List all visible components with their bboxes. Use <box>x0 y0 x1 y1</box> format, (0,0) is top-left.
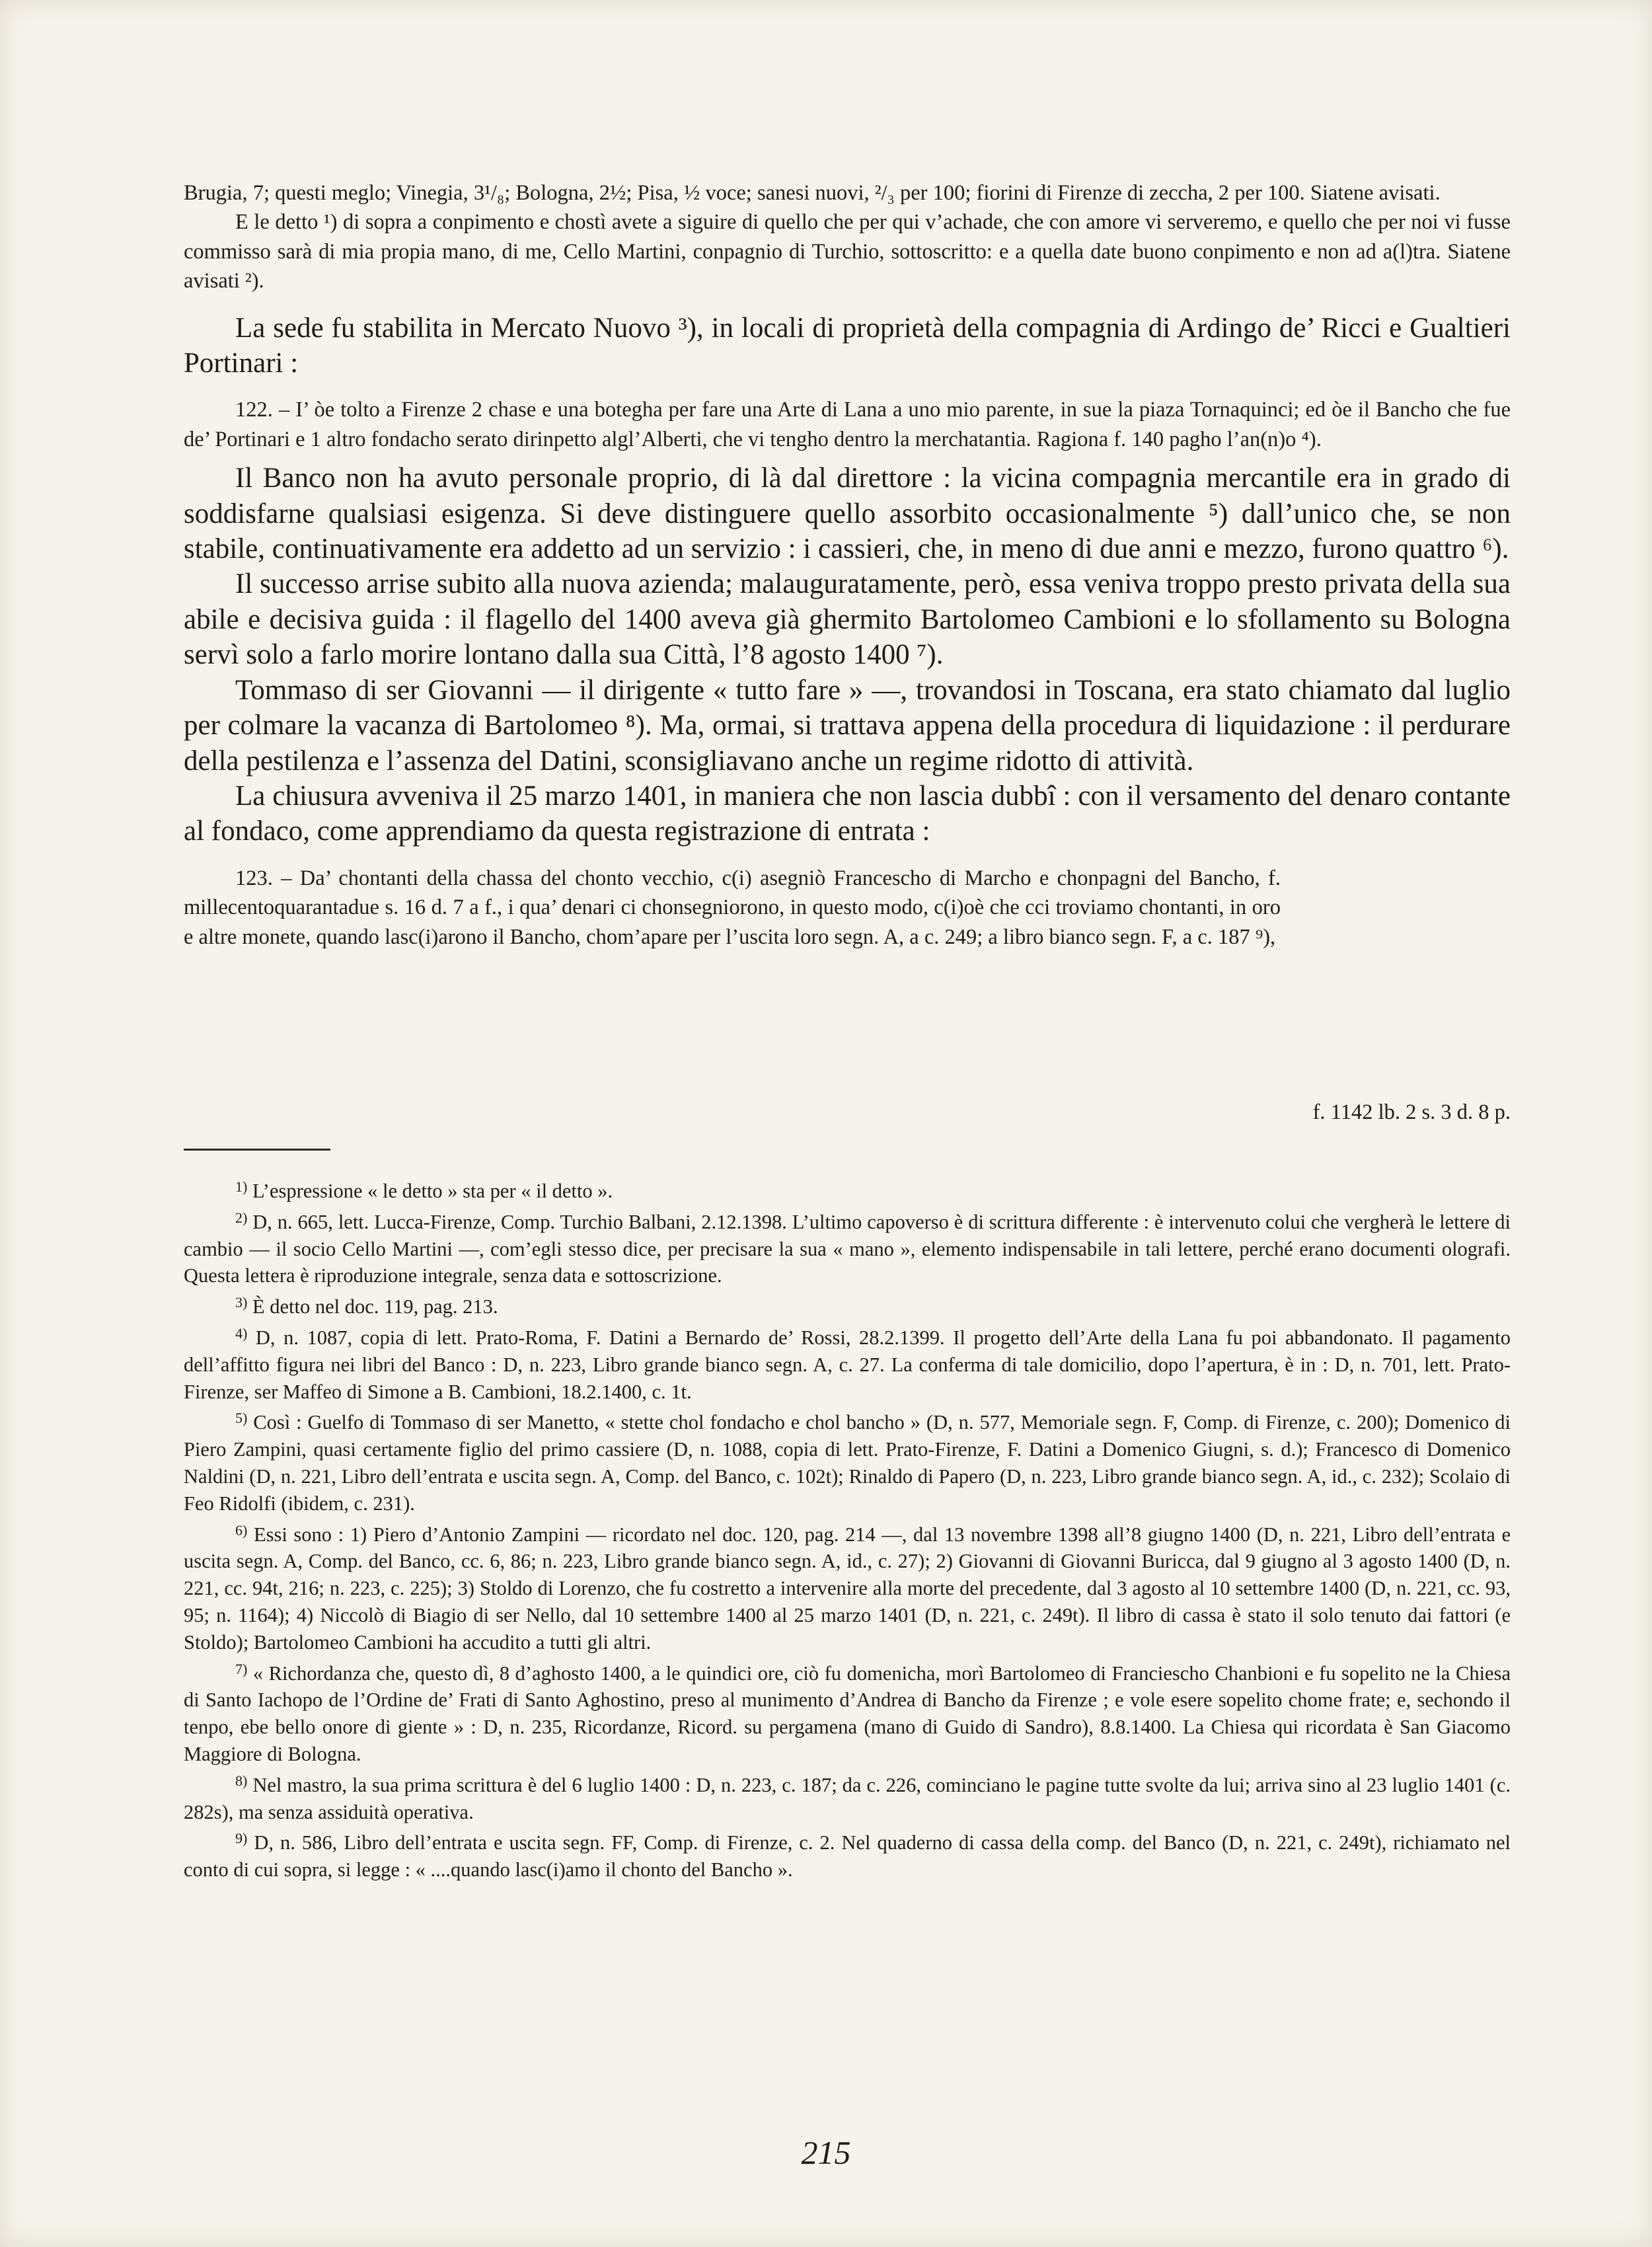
footnote-mark: 1) <box>235 1178 248 1195</box>
paragraph-tommaso: Tommaso di ser Giovanni — il dirigente « tutto fare » —, trovandosi in Toscana, era stato chiamato dal luglio per colmare la vacanza di Bartolomeo ⁸). Ma, ormai, si trattava appena della procedura di liquidazione : il perdurare della pestilenza e l’assenza del Datini, sconsigliavano anche un regime ridotto di attività. <box>184 674 1511 777</box>
footnote-text: Essi sono : 1) Piero d’Antonio Zampini — ricordato nel doc. 120, pag. 214 —, dal 13 novembre 1398 all’8 giugno 1400 (D, n. 221, Libro dell’entrata e uscita segn. A, Comp. del Banco, cc. 6, 86; n. 223, Libro grande bianco segn. A, id., c. 27); 2) Giovanni di Giovanni Buricca, dal 9 giugno al 3 agosto 1400 (D, n. 221, cc. 94t, 216; n. 223, c. 225); 3) Stoldo di Lorenzo, che fu costretto a intervenire alla morte del precedente, dal 3 agosto al 10 settembre 1400 (D, n. 221, cc. 93, 95; n. 1164); 4) Niccolò di Biagio di ser Nello, dal 10 settembre 1400 al 25 marzo 1401 (D, n. 221, c. 249t). Il libro di cassa è stato il solo tenuto dai fattori (e Stoldo); Bartolomeo Cambioni ha accudito a tutti gli altri. <box>184 1523 1511 1654</box>
document-123 <box>184 864 1281 952</box>
footnote-mark: 8) <box>235 1772 248 1789</box>
paragraph-success: Il successo arrise subito alla nuova azienda; malauguratamente, però, essa veniva troppo presto privata della sua abile e decisiva guida : il flagello del 1400 aveva già ghermito Bartolomeo Cambioni e lo sfollamento su Bologna servì solo a farlo morire lontano dalla sua Città, l’8 agosto 1400 ⁷). <box>184 568 1511 671</box>
footnote-mark: 2) <box>235 1209 248 1226</box>
paragraph-letter-closing: E le detto ¹) di sopra a conpimento e chostì avete a siguire di quello che per qui v’achade, che con amore vi serveremo, e quello che per noi vi fusse commisso sarà di mia propia mano, di me, Cello Martini, conpagnio di Turchio, sottoscritto: e a quella date buono conpimento e non ad a(l)tra. Siatene avisati ²). <box>184 210 1511 293</box>
footnote-mark: 4) <box>235 1324 248 1342</box>
paragraph-exchange-rates: Brugia, 7; questi meglo; Vinegia, 3¹/₈; Bologna, 2½; Pisa, ½ voce; sanesi nuovi, ²/₃ per 100; fiorini di Firenze di zeccha, 2 per 100. Siatene avisati. <box>184 181 1441 205</box>
footnote-text: È detto nel doc. 119, pag. 213. <box>252 1295 498 1318</box>
footnote-6 <box>184 1517 1511 1656</box>
paragraph-staff: Il Banco non ha avuto personale proprio, di là dal direttore : la vicina compagnia mercantile era in grado di soddisfarne qualsiasi esigenza. Si deve distinguere quello assorbito occasionalmente ⁵) dall’unico che, se non stabile, continuativamente era addetto ad un servizio : i cassieri, che, in meno di due anni e mezzo, furono quattro ⁶). <box>184 463 1511 565</box>
footnote-text: L’espressione « le detto » sta per « il detto ». <box>252 1180 613 1202</box>
footnote-text: « Richordanza che, questo dì, 8 d’aghosto 1400, a le quindici ore, ciò fu domenicha, morì Bartolomeo di Franciescho Chanbioni e fu sopelito ne la Chiesa di Santo Iachopo de l’Ordine de’ Frati di Santo Aghostino, preso al munimento d’Andrea di Bancho da Firenze ; e vole esere sopelito chome frate; e, sechondo il tenpo, ebe bello onore di giente » : D, n. 235, Ricordanze, Ricord. su pergamena (mano di Guido di Sandro), 8.8.1400. La Chiesa qui ricordata è San Giacomo Maggiore di Bologna. <box>184 1661 1511 1765</box>
footnote-rule <box>184 1149 330 1151</box>
main-text <box>184 178 1511 1124</box>
footnote-mark: 9) <box>235 1830 248 1847</box>
footnote-text: D, n. 1087, copia di lett. Prato-Roma, F. Datini a Bernardo de’ Rossi, 28.2.1399. Il progetto dell’Arte della Lana fu poi abbandonato. Il pagamento dell’affitto figura nei libri del Banco : D, n. 223, Libro grande bianco segn. A, c. 27. La conferma di tale domicilio, dopo l’apertura, è in : D, n. 701, lett. Prato-Firenze, ser Maffeo di Simone a B. Cambioni, 18.2.1400, c. 1t. <box>184 1326 1511 1403</box>
page-number: 215 <box>801 2134 851 2171</box>
footnote-mark: 7) <box>235 1660 248 1677</box>
footnote-mark: 5) <box>235 1410 248 1427</box>
footnote-text: D, n. 586, Libro dell’entrata e uscita segn. FF, Comp. di Firenze, c. 2. Nel quaderno di cassa della comp. del Banco (D, n. 221, c. 249t), richiamato nel conto di cui sopra, si legge : « ....quando lasc(i)amo il chonto del Bancho ». <box>184 1831 1511 1882</box>
footnote-7 <box>184 1656 1511 1768</box>
footnote-8 <box>184 1768 1511 1826</box>
document-123-text: 123. – Da’ chontanti della chassa del chonto vecchio, c(i) asegniò Francescho di Marcho e chonpagni del Bancho, f. millecentoquarantadue s. 16 d. 7 a f., i qua’ denari ci chonsegniorono, in questo modo, c(i)oè che cci troviamo chontanti, in oro e altre monete, quando lasc(i)arono il Bancho, chom’apare per l’uscita loro segn. A, a c. 249; a libro bianco segn. F, a c. 187 ⁹), <box>184 866 1281 949</box>
footnote-1 <box>184 1174 1511 1205</box>
footnote-3 <box>184 1289 1511 1320</box>
footnote-mark: 6) <box>235 1521 248 1539</box>
footnote-text: Nel mastro, la sua prima scrittura è del 6 luglio 1400 : D, n. 223, c. 187; da c. 226, cominciano le pagine tutte svolte da lui; arriva sino al 23 luglio 1401 (c. 282s), ma senza assiduità operativa. <box>184 1773 1511 1823</box>
paragraph-closing: La chiusura avveniva il 25 marzo 1401, in maniera che non lascia dubbî : con il versamento del denaro contante al fondaco, come apprendiamo da questa registrazione di entrata : <box>184 780 1511 847</box>
footnote-text: D, n. 665, lett. Lucca-Firenze, Comp. Turchio Balbani, 2.12.1398. L’ultimo capoverso è di scrittura differente : è intervenuto colui che vergherà le lettere di cambio — il socio Cello Martini —, com’egli stesso dice, per precisare la sua « mano », elemento indispensabile in tali lettere, perché erano documenti olografi. Questa lettera è riproduzione integrale, senza data e sottoscrizione. <box>184 1210 1511 1287</box>
document-123-amount: f. 1142 lb. 2 s. 3 d. 8 p. <box>1312 1100 1511 1124</box>
document-122: 122. – I’ òe tolto a Firenze 2 chase e una botegha per fare una Arte di Lana a uno mio parente, in sue la piaza Tornaquinci; ed òe il Bancho che fue de’ Portinari e 1 altro fondacho serato dirinpetto algl’Alberti, che vi tengho dentro la merchatantia. Ragiona f. 140 pagho l’an(n)o ⁴). <box>184 398 1511 451</box>
footnote-9 <box>184 1825 1511 1884</box>
footnote-4 <box>184 1320 1511 1405</box>
paragraph-seat: La sede fu stabilita in Mercato Nuovo ³), in locali di proprietà della compagnia di Ardingo de’ Ricci e Gualtieri Portinari : <box>184 312 1511 379</box>
footnote-text: Così : Guelfo di Tommaso di ser Manetto, « stette chol fondacho e chol bancho » (D, n. 577, Memoriale segn. F, Comp. di Firenze, c. 200); Domenico di Piero Zampini, quasi certamente figlio del primo cassiere (D, n. 1088, copia di lett. Prato-Firenze, F. Datini a Domenico Giugni, s. d.); Francesco di Domenico Naldini (D, n. 221, Libro dell’entrata e uscita segn. A, Comp. del Banco, c. 102t); Rinaldo di Papero (D, n. 223, Libro grande bianco segn. A, id., c. 232); Scolaio di Feo Ridolfi (ibidem, c. 231). <box>184 1411 1511 1515</box>
footnote-2 <box>184 1205 1511 1289</box>
footnote-5 <box>184 1405 1511 1517</box>
footnotes <box>184 1174 1511 1884</box>
footnote-mark: 3) <box>235 1294 248 1311</box>
